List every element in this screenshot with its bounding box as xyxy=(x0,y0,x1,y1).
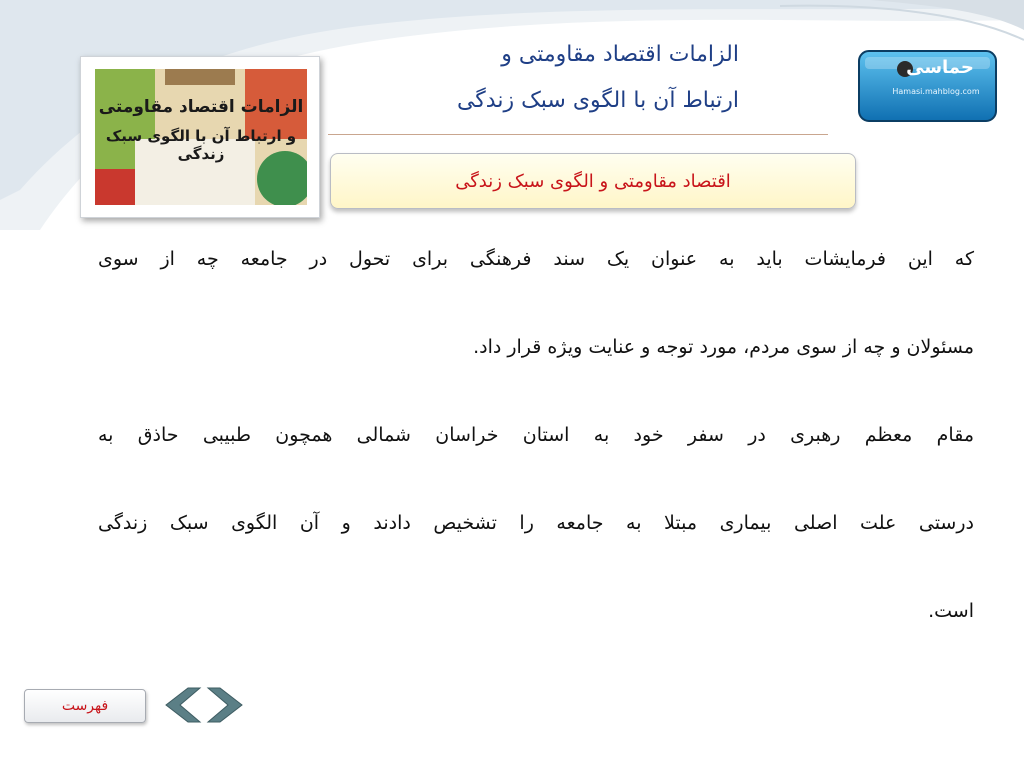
page-title-line2: ارتباط آن با الگوی سبک زندگی xyxy=(456,88,739,113)
title-divider xyxy=(328,134,828,135)
paragraph-1-line-2: مسئولان و چه از سوی مردم، مورد توجه و عنایت ویژه قرار داد. xyxy=(473,336,974,358)
paragraph-2-line-1: مقام معظم رهبری در سفر خود به استان خراسان شمالی همچون طبیبی حاذق به xyxy=(98,424,974,446)
logo-name: حماسی xyxy=(906,57,974,78)
menu-button[interactable] xyxy=(24,689,146,723)
thumbnail-title-line2: و ارتباط آن با الگوی سبک زندگی xyxy=(105,127,297,163)
logo-url: Hamasi.mahblog.com xyxy=(892,87,980,96)
subtitle-text: اقتصاد مقاومتی و الگوی سبک زندگی xyxy=(455,170,731,192)
paragraph-2-line-3: است. xyxy=(928,600,974,622)
navigation-arrows xyxy=(164,686,244,724)
menu-button-label: فهرست xyxy=(61,698,109,714)
thumbnail-title-line1: الزامات اقتصاد مقاومتی xyxy=(98,97,304,117)
paragraph-1-line-1: که این فرمایشات باید به عنوان یک سند فرهنگی برای تحول در جامعه چه از سوی xyxy=(98,248,974,270)
site-logo xyxy=(855,47,1000,125)
paragraph-2-line-2: درستی علت اصلی بیماری مبتلا به جامعه را تشخیص دادند و آن الگوی سبک زندگی xyxy=(98,512,974,534)
previous-arrow-icon[interactable] xyxy=(166,688,200,722)
thumbnail-frame xyxy=(80,56,320,218)
next-arrow-icon[interactable] xyxy=(208,688,242,722)
subtitle-box xyxy=(330,153,856,209)
page-title-line1: الزامات اقتصاد مقاومتی و xyxy=(501,42,739,67)
